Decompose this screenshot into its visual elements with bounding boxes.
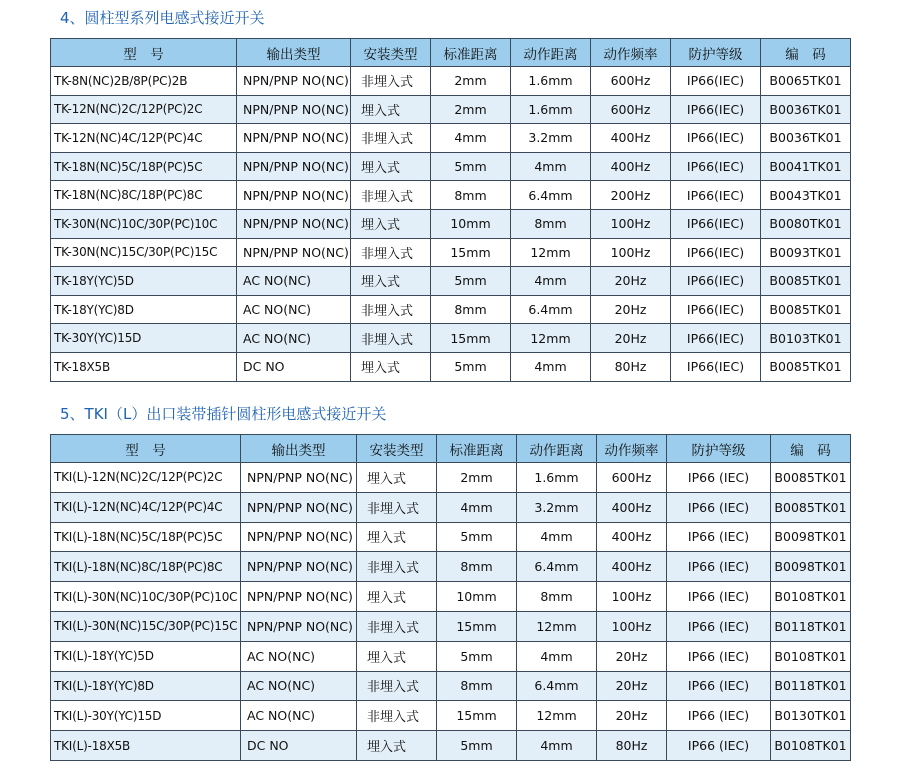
cell-protection-grade: IP66(IEC) xyxy=(671,324,761,353)
cell-output-type: NPN/PNP NO(NC) xyxy=(241,611,357,641)
cell-code: B0085TK01 xyxy=(771,492,851,522)
cell-model: TKI(L)-30N(NC)15C/30P(PC)15C xyxy=(51,611,241,641)
cell-protection-grade: IP66(IEC) xyxy=(671,181,761,210)
cell-standard-distance: 15mm xyxy=(437,611,517,641)
cell-code: B0036TK01 xyxy=(761,124,851,153)
cell-code: B0108TK01 xyxy=(771,641,851,671)
cell-output-type: DC NO xyxy=(241,731,357,761)
cell-protection-grade: IP66(IEC) xyxy=(671,152,761,181)
cell-output-type: NPN/PNP NO(NC) xyxy=(237,152,351,181)
cell-code: B0085TK01 xyxy=(761,295,851,324)
cell-install-type: 埋入式 xyxy=(351,152,431,181)
cell-protection-grade: IP66(IEC) xyxy=(671,209,761,238)
cell-standard-distance: 8mm xyxy=(431,181,511,210)
cell-standard-distance: 2mm xyxy=(431,95,511,124)
header-standard-distance: 标准距离 xyxy=(437,435,517,463)
cell-standard-distance: 8mm xyxy=(437,552,517,582)
cell-output-type: NPN/PNP NO(NC) xyxy=(241,552,357,582)
cell-model: TKI(L)-18Y(YC)8D xyxy=(51,671,241,701)
cell-action-distance: 12mm xyxy=(517,701,597,731)
table-row xyxy=(51,352,851,381)
cell-action-distance: 4mm xyxy=(517,641,597,671)
cell-code: B0036TK01 xyxy=(761,95,851,124)
cell-action-frequency: 600Hz xyxy=(591,95,671,124)
table-row xyxy=(51,267,851,296)
cell-standard-distance: 10mm xyxy=(437,582,517,612)
cell-standard-distance: 10mm xyxy=(431,209,511,238)
header-model: 型 号 xyxy=(51,435,241,463)
cell-action-frequency: 400Hz xyxy=(597,522,667,552)
cell-code: B0043TK01 xyxy=(761,181,851,210)
cell-model: TKI(L)-18Y(YC)5D xyxy=(51,641,241,671)
cell-model: TK-18N(NC)5C/18P(PC)5C xyxy=(51,152,237,181)
cell-action-distance: 6.4mm xyxy=(517,552,597,582)
section-title-tki-export: 5、TKI（L）出口装带插针圆柱形电感式接近开关 xyxy=(60,405,387,423)
cell-action-frequency: 400Hz xyxy=(597,492,667,522)
table-row xyxy=(51,209,851,238)
cell-action-frequency: 80Hz xyxy=(591,352,671,381)
table-row xyxy=(51,181,851,210)
cell-action-distance: 1.6mm xyxy=(511,67,591,96)
cell-output-type: NPN/PNP NO(NC) xyxy=(237,238,351,267)
cell-protection-grade: IP66 (IEC) xyxy=(667,701,771,731)
cell-protection-grade: IP66(IEC) xyxy=(671,67,761,96)
table-row xyxy=(51,582,851,612)
cell-protection-grade: IP66(IEC) xyxy=(671,95,761,124)
cell-model: TKI(L)-12N(NC)4C/12P(PC)4C xyxy=(51,492,241,522)
cell-standard-distance: 15mm xyxy=(431,324,511,353)
cell-action-distance: 8mm xyxy=(517,582,597,612)
header-install-type: 安装类型 xyxy=(357,435,437,463)
cell-standard-distance: 2mm xyxy=(437,463,517,493)
cell-protection-grade: IP66 (IEC) xyxy=(667,492,771,522)
cell-install-type: 非埋入式 xyxy=(357,611,437,641)
table-row xyxy=(51,492,851,522)
cell-action-distance: 3.2mm xyxy=(517,492,597,522)
cell-code: B0118TK01 xyxy=(771,671,851,701)
cell-install-type: 埋入式 xyxy=(357,522,437,552)
cell-protection-grade: IP66 (IEC) xyxy=(667,671,771,701)
cell-code: B0108TK01 xyxy=(771,731,851,761)
cell-action-distance: 12mm xyxy=(511,324,591,353)
cell-model: TK-18Y(YC)8D xyxy=(51,295,237,324)
table-row xyxy=(51,95,851,124)
cell-protection-grade: IP66 (IEC) xyxy=(667,463,771,493)
cell-model: TK-30N(NC)10C/30P(PC)10C xyxy=(51,209,237,238)
cell-model: TK-12N(NC)4C/12P(PC)4C xyxy=(51,124,237,153)
cell-action-distance: 12mm xyxy=(517,611,597,641)
cell-install-type: 埋入式 xyxy=(351,95,431,124)
table-row xyxy=(51,641,851,671)
cell-output-type: AC NO(NC) xyxy=(237,324,351,353)
cell-action-distance: 4mm xyxy=(511,152,591,181)
header-action-frequency: 动作频率 xyxy=(597,435,667,463)
cell-action-distance: 12mm xyxy=(511,238,591,267)
cell-action-frequency: 400Hz xyxy=(591,152,671,181)
cell-install-type: 埋入式 xyxy=(351,352,431,381)
cell-model: TKI(L)-30Y(YC)15D xyxy=(51,701,241,731)
cell-install-type: 埋入式 xyxy=(357,463,437,493)
header-output-type: 输出类型 xyxy=(241,435,357,463)
cell-install-type: 非埋入式 xyxy=(351,324,431,353)
cell-protection-grade: IP66 (IEC) xyxy=(667,582,771,612)
cell-action-frequency: 200Hz xyxy=(591,181,671,210)
table-row xyxy=(51,611,851,641)
cell-action-frequency: 100Hz xyxy=(591,238,671,267)
cell-action-frequency: 80Hz xyxy=(597,731,667,761)
cell-install-type: 埋入式 xyxy=(357,731,437,761)
cell-output-type: NPN/PNP NO(NC) xyxy=(241,582,357,612)
cell-standard-distance: 2mm xyxy=(431,67,511,96)
cell-protection-grade: IP66(IEC) xyxy=(671,267,761,296)
tki-sensor-table xyxy=(50,434,851,761)
cell-action-frequency: 400Hz xyxy=(597,552,667,582)
header-protection-grade: 防护等级 xyxy=(667,435,771,463)
cell-action-distance: 4mm xyxy=(511,352,591,381)
cell-action-distance: 4mm xyxy=(517,731,597,761)
table-row xyxy=(51,324,851,353)
cell-output-type: AC NO(NC) xyxy=(237,267,351,296)
cell-action-frequency: 400Hz xyxy=(591,124,671,153)
cell-standard-distance: 8mm xyxy=(431,295,511,324)
table-row xyxy=(51,238,851,267)
cell-action-distance: 1.6mm xyxy=(511,95,591,124)
cell-code: B0080TK01 xyxy=(761,209,851,238)
cell-action-distance: 6.4mm xyxy=(517,671,597,701)
cell-code: B0130TK01 xyxy=(771,701,851,731)
table-row xyxy=(51,731,851,761)
cell-output-type: AC NO(NC) xyxy=(241,641,357,671)
header-output-type: 输出类型 xyxy=(237,39,351,67)
table-row xyxy=(51,152,851,181)
header-protection-grade: 防护等级 xyxy=(671,39,761,67)
cell-output-type: NPN/PNP NO(NC) xyxy=(241,522,357,552)
table-row xyxy=(51,701,851,731)
cell-action-frequency: 600Hz xyxy=(597,463,667,493)
cell-install-type: 非埋入式 xyxy=(351,295,431,324)
header-code: 编 码 xyxy=(771,435,851,463)
cell-output-type: AC NO(NC) xyxy=(237,295,351,324)
cell-code: B0118TK01 xyxy=(771,611,851,641)
header-code: 编 码 xyxy=(761,39,851,67)
cell-code: B0103TK01 xyxy=(761,324,851,353)
cell-protection-grade: IP66(IEC) xyxy=(671,352,761,381)
cell-install-type: 埋入式 xyxy=(357,641,437,671)
table-row xyxy=(51,552,851,582)
cell-output-type: NPN/PNP NO(NC) xyxy=(237,124,351,153)
cell-model: TK-8N(NC)2B/8P(PC)2B xyxy=(51,67,237,96)
cell-action-frequency: 20Hz xyxy=(591,324,671,353)
cell-standard-distance: 5mm xyxy=(431,152,511,181)
cell-install-type: 埋入式 xyxy=(351,267,431,296)
cell-code: B0098TK01 xyxy=(771,522,851,552)
cell-model: TKI(L)-18X5B xyxy=(51,731,241,761)
table-row xyxy=(51,463,851,493)
cell-output-type: NPN/PNP NO(NC) xyxy=(241,463,357,493)
cell-action-frequency: 600Hz xyxy=(591,67,671,96)
cell-code: B0085TK01 xyxy=(771,463,851,493)
cell-action-frequency: 20Hz xyxy=(591,295,671,324)
cell-standard-distance: 8mm xyxy=(437,671,517,701)
cell-action-distance: 3.2mm xyxy=(511,124,591,153)
table-row xyxy=(51,124,851,153)
cell-action-distance: 1.6mm xyxy=(517,463,597,493)
header-install-type: 安装类型 xyxy=(351,39,431,67)
cell-action-distance: 8mm xyxy=(511,209,591,238)
cell-action-distance: 6.4mm xyxy=(511,295,591,324)
cell-output-type: AC NO(NC) xyxy=(241,701,357,731)
cell-standard-distance: 5mm xyxy=(437,522,517,552)
cell-output-type: NPN/PNP NO(NC) xyxy=(237,67,351,96)
cell-install-type: 非埋入式 xyxy=(357,671,437,701)
header-action-frequency: 动作频率 xyxy=(591,39,671,67)
cell-install-type: 埋入式 xyxy=(351,209,431,238)
cell-action-frequency: 20Hz xyxy=(591,267,671,296)
cell-protection-grade: IP66 (IEC) xyxy=(667,641,771,671)
cell-protection-grade: IP66 (IEC) xyxy=(667,552,771,582)
cell-code: B0098TK01 xyxy=(771,552,851,582)
cell-install-type: 埋入式 xyxy=(357,582,437,612)
cell-model: TKI(L)-18N(NC)8C/18P(PC)8C xyxy=(51,552,241,582)
cell-action-frequency: 20Hz xyxy=(597,701,667,731)
cell-protection-grade: IP66(IEC) xyxy=(671,295,761,324)
cell-model: TK-18Y(YC)5D xyxy=(51,267,237,296)
cell-action-frequency: 100Hz xyxy=(597,582,667,612)
header-model: 型 号 xyxy=(51,39,237,67)
cell-output-type: NPN/PNP NO(NC) xyxy=(237,181,351,210)
cell-protection-grade: IP66 (IEC) xyxy=(667,731,771,761)
cell-code: B0065TK01 xyxy=(761,67,851,96)
cell-model: TK-12N(NC)2C/12P(PC)2C xyxy=(51,95,237,124)
cell-install-type: 非埋入式 xyxy=(351,181,431,210)
cell-action-frequency: 100Hz xyxy=(597,611,667,641)
cell-output-type: NPN/PNP NO(NC) xyxy=(237,95,351,124)
cell-model: TKI(L)-12N(NC)2C/12P(PC)2C xyxy=(51,463,241,493)
cell-install-type: 非埋入式 xyxy=(351,238,431,267)
cell-install-type: 非埋入式 xyxy=(351,67,431,96)
table-row xyxy=(51,522,851,552)
cell-protection-grade: IP66(IEC) xyxy=(671,124,761,153)
cell-code: B0085TK01 xyxy=(761,352,851,381)
cell-action-distance: 6.4mm xyxy=(511,181,591,210)
cell-output-type: NPN/PNP NO(NC) xyxy=(241,492,357,522)
table-row xyxy=(51,671,851,701)
header-action-distance: 动作距离 xyxy=(511,39,591,67)
cell-standard-distance: 15mm xyxy=(437,701,517,731)
cell-action-distance: 4mm xyxy=(511,267,591,296)
cell-install-type: 非埋入式 xyxy=(351,124,431,153)
cell-action-distance: 4mm xyxy=(517,522,597,552)
cell-install-type: 非埋入式 xyxy=(357,701,437,731)
cell-action-frequency: 100Hz xyxy=(591,209,671,238)
cell-code: B0093TK01 xyxy=(761,238,851,267)
cell-standard-distance: 5mm xyxy=(431,267,511,296)
cell-install-type: 非埋入式 xyxy=(357,492,437,522)
cell-standard-distance: 4mm xyxy=(431,124,511,153)
cell-protection-grade: IP66 (IEC) xyxy=(667,611,771,641)
cell-protection-grade: IP66 (IEC) xyxy=(667,522,771,552)
section-title-cylindrical: 4、圆柱型系列电感式接近开关 xyxy=(60,9,265,27)
cell-standard-distance: 5mm xyxy=(437,641,517,671)
cell-model: TK-18X5B xyxy=(51,352,237,381)
cell-standard-distance: 5mm xyxy=(437,731,517,761)
cell-model: TKI(L)-18N(NC)5C/18P(PC)5C xyxy=(51,522,241,552)
table-row xyxy=(51,67,851,96)
cell-standard-distance: 4mm xyxy=(437,492,517,522)
cell-action-frequency: 20Hz xyxy=(597,671,667,701)
cell-install-type: 非埋入式 xyxy=(357,552,437,582)
cell-action-frequency: 20Hz xyxy=(597,641,667,671)
cell-model: TK-30N(NC)15C/30P(PC)15C xyxy=(51,238,237,267)
cell-code: B0085TK01 xyxy=(761,267,851,296)
cell-output-type: NPN/PNP NO(NC) xyxy=(237,209,351,238)
cylindrical-sensor-table xyxy=(50,38,851,382)
header-standard-distance: 标准距离 xyxy=(431,39,511,67)
cell-standard-distance: 15mm xyxy=(431,238,511,267)
cell-model: TK-30Y(YC)15D xyxy=(51,324,237,353)
cell-standard-distance: 5mm xyxy=(431,352,511,381)
cell-code: B0041TK01 xyxy=(761,152,851,181)
cell-model: TK-18N(NC)8C/18P(PC)8C xyxy=(51,181,237,210)
cell-output-type: DC NO xyxy=(237,352,351,381)
header-action-distance: 动作距离 xyxy=(517,435,597,463)
cell-protection-grade: IP66(IEC) xyxy=(671,238,761,267)
table-row xyxy=(51,295,851,324)
cell-output-type: AC NO(NC) xyxy=(241,671,357,701)
cell-model: TKI(L)-30N(NC)10C/30P(PC)10C xyxy=(51,582,241,612)
cell-code: B0108TK01 xyxy=(771,582,851,612)
